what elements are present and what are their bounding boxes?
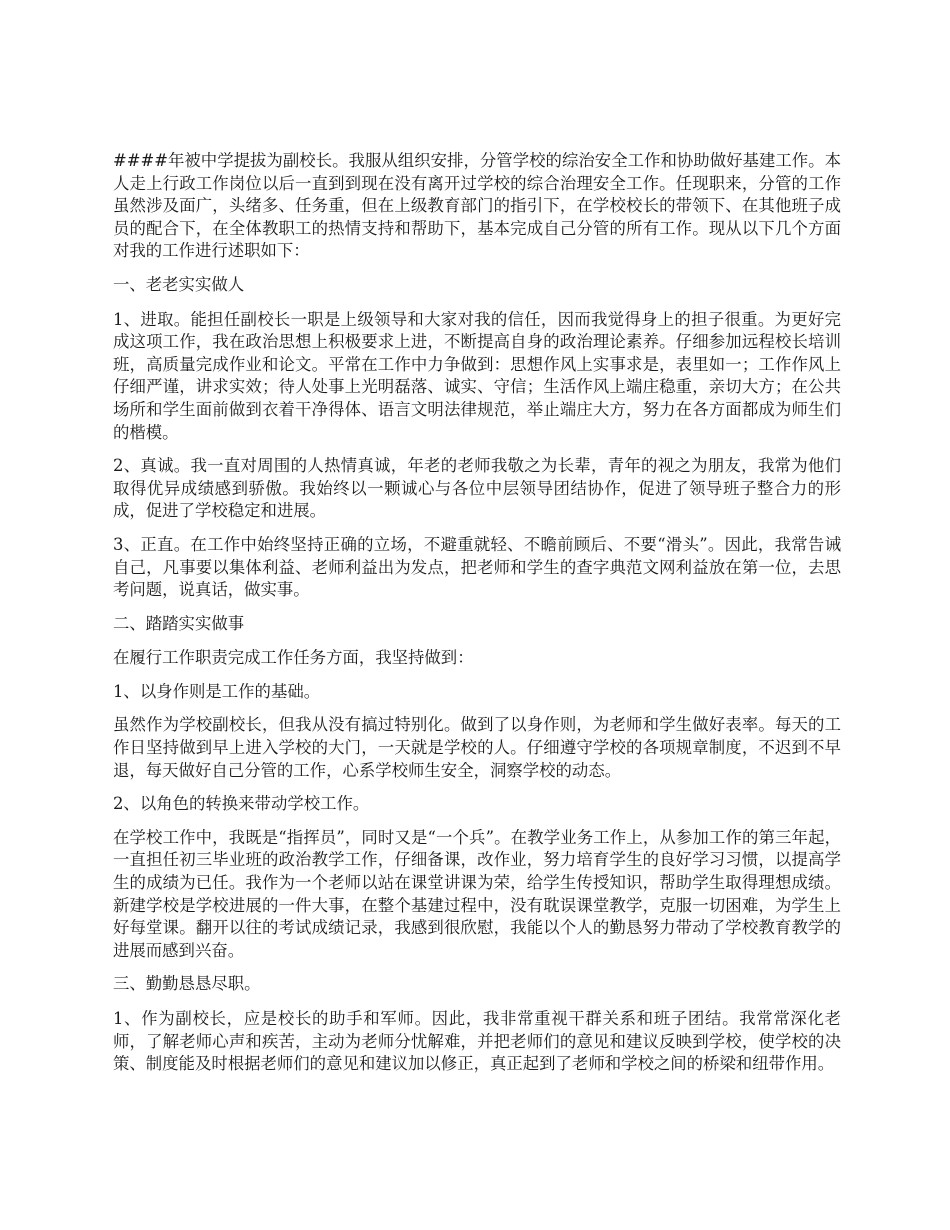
section-heading-3: 三、勤勤恳恳尽职。 xyxy=(113,974,261,994)
subheading-role-change: 2、以角色的转换来带动学校工作。 xyxy=(113,794,370,814)
subheading-lead-by-example: 1、以身作则是工作的基础。 xyxy=(113,681,321,701)
paragraph-lead-by-example: 虽然作为学校副校长，但我从没有搞过特别化。做到了以身作则，为老师和学生做好表率。每天的工作日坚持做到早上进入学校的大门，一天就是学校的人。仔细遵守学校的各项规章制度，不迟到不早退，每天做好自己分管的工作，心系学校师生安全，洞察学校的动态。 xyxy=(113,715,841,780)
intro-paragraph: ####年被中学提拔为副校长。我服从组织安排，分管学校的综治安全工作和协助做好基建工作。本人走上行政工作岗位以后一直到到现在没有离开过学校的综合治理安全工作。任现职来，分管的工作虽然涉及面广，头绪多、任务重，但在上级教育部门的指引下，在学校校长的带领下、在其他班子成员的配合下，在全体教职工的热情支持和帮助下，基本完成自己分管的所有工作。现从以下几个方面对我的工作进行述职如下： xyxy=(113,151,841,261)
paragraph-role-change: 在学校工作中，我既是“指挥员”，同时又是“一个兵”。在教学业务工作上，从参加工作的第三年起，一直担任初三毕业班的政治教学工作，仔细备课，改作业，努力培育学生的良好学习习惯，以提高学生的成绩为已任。我作为一个老师以站在课堂讲课为荣，给学生传授知识，帮助学生取得理想成绩。新建学校是学校进展的一件大事，在整个基建过程中，没有耽误课堂教学，克服一切困难，为学生上好每堂课。翻开以往的考试成绩记录，我感到很欣慰，我能以个人的勤恳努力带动了学校教育教学的进展而感到兴奋。 xyxy=(113,827,841,960)
paragraph-sincerity: 2、真诚。我一直对周围的人热情真诚，年老的老师我敬之为长辈，青年的视之为朋友，我常为他们取得优异成绩感到骄傲。我始终以一颗诚心与各位中层领导团结协作，促进了领导班子整合力的形成，促进了学校稳定和进展。 xyxy=(113,456,841,521)
paragraph-assistant-role: 1、作为副校长，应是校长的助手和军师。因此，我非常重视干群关系和班子团结。我常常深化老师，了解老师心声和疾苦，主动为老师分忧解难，并把老师们的意见和建议反映到学校，使学校的决策、制度能及时根据老师们的意见和建议加以修正，真正起到了老师和学校之间的桥梁和纽带作用。 xyxy=(113,1009,841,1074)
document-body xyxy=(113,150,841,1087)
paragraph-duties-intro: 在履行工作职责完成工作任务方面，我坚持做到： xyxy=(113,648,474,668)
section-heading-1: 一、老老实实做人 xyxy=(113,274,245,294)
paragraph-progress: 1、进取。能担任副校长一职是上级领导和大家对我的信任，因而我觉得身上的担子很重。为更好完成这项工作，我在政治思想上积极要求上进，不断提高自身的政治理论素养。仔细参加远程校长培训班，高质量完成作业和论文。平常在工作中力争做到：思想作风上实事求是，表里如一；工作作风上仔细严谨，讲求实效；待人处事上光明磊落、诚实、守信；生活作风上端庄稳重，亲切大方；在公共场所和学生面前做到衣着干净得体、语言文明法律规范，举止端庄大方，努力在各方面都成为师生们的楷模。 xyxy=(113,309,841,442)
paragraph-integrity: 3、正直。在工作中始终坚持正确的立场，不避重就轻、不瞻前顾后、不要“滑头”。因此，我常告诫自己，凡事要以集体利益、老师利益出为发点，把老师和学生的查字典范文网利益放在第一位，去思考问题，说真话，做实事。 xyxy=(113,534,841,600)
section-heading-2: 二、踏踏实实做事 xyxy=(113,613,245,633)
